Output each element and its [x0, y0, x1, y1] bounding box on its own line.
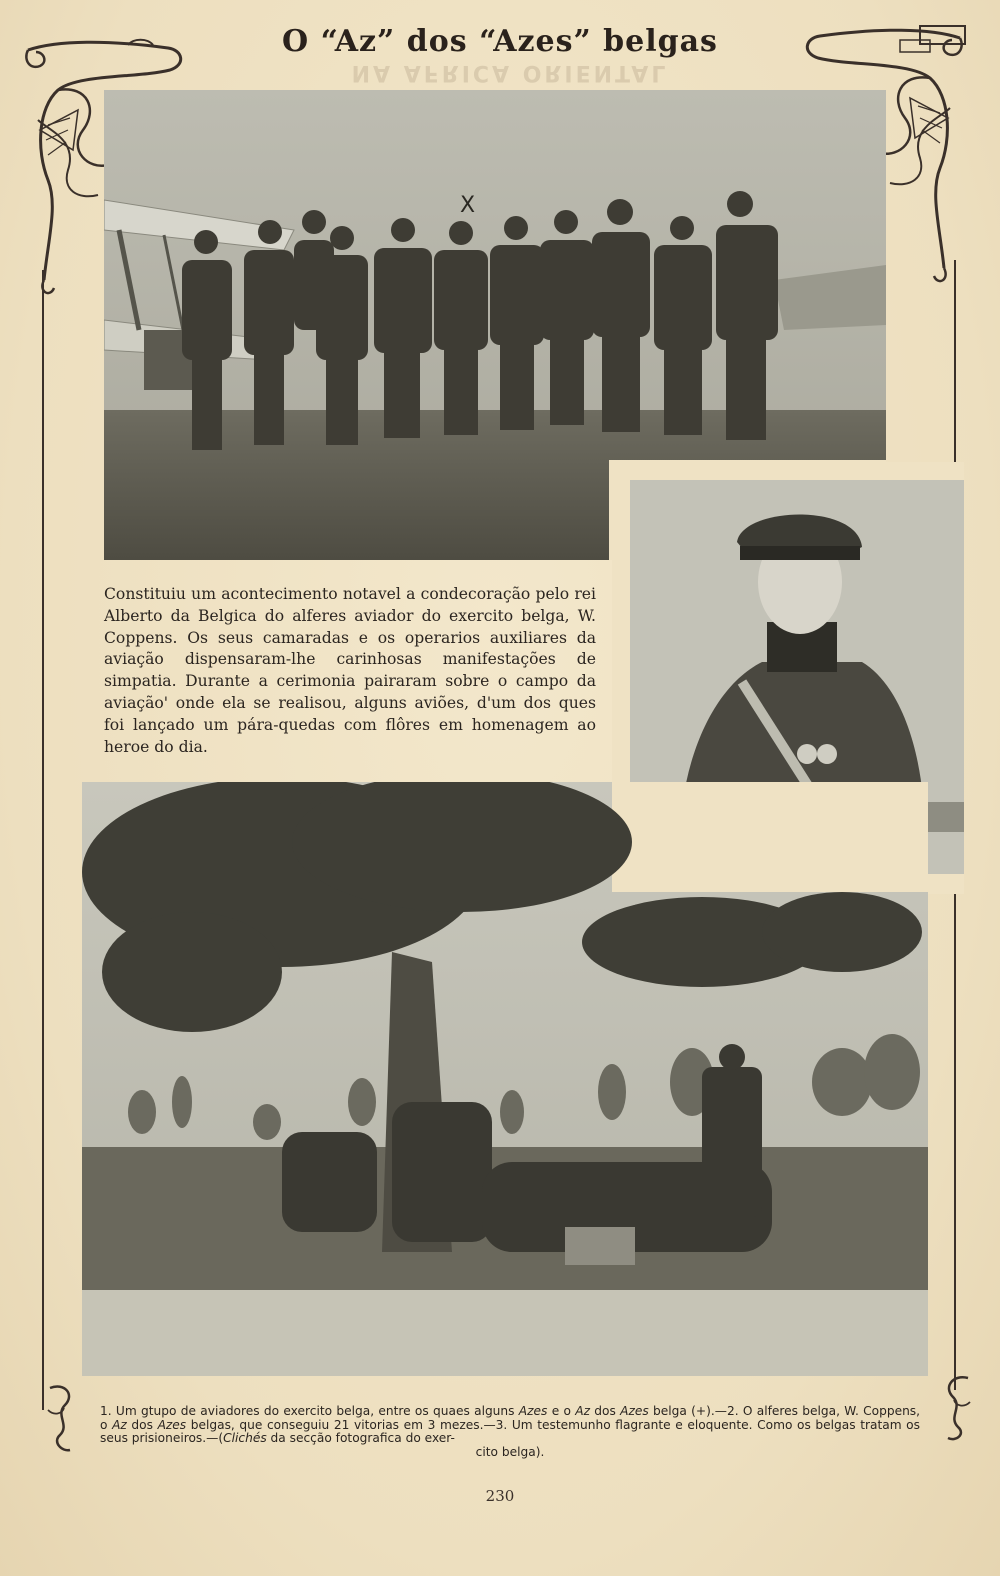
footnote-italic: Azes — [157, 1417, 187, 1432]
cross-mark-text: X — [460, 193, 476, 218]
left-border-line — [42, 270, 44, 1410]
photo-prisoners-under-tree — [82, 782, 928, 1376]
footnote-italic: Azes — [620, 1404, 649, 1418]
footnote-part: 1. Um gtupo de aviadores do exercito belga, entre os quaes alguns — [100, 1404, 519, 1418]
ornament-bottom-left — [40, 1380, 80, 1460]
footnote-part: dos — [126, 1417, 158, 1432]
article-body-text: Constituiu um acontecimento notavel a condecoração pelo rei Alberto da Belgica do alferes aviador do exercito belga, W. Coppens. Os seus camaradas e os operarios auxiliares da aviação dispensaram-lhe carinhosas manifestações de simpatia. Durante a cerimonia pairaram sobre o campo da aviação' onde ela se realisou, alguns aviões, d'um dos ques foi lançado um pára-quedas com flôres em homenagem ao heroe do dia. — [104, 585, 596, 756]
page-title: O “Az” dos “Azes” belgas — [282, 24, 718, 59]
footnote-italic: Az — [112, 1417, 127, 1432]
footnote-last-line: cito belga). — [475, 1444, 545, 1459]
footnote-part: belgas, que conseguiu 21 vitorias em 3 mezes.—3. Um testemunho flagrante e eloquente. Como os belgas tratam os seus prisioneiros.—( — [100, 1417, 920, 1445]
footnote-part: e o — [547, 1404, 576, 1418]
footnote-part: da secção fotografica do exer- — [266, 1431, 455, 1445]
footnote-italic: Az — [575, 1404, 590, 1418]
ornament-bottom-right — [938, 1372, 978, 1444]
footnote-italic: Azes — [518, 1404, 548, 1418]
footnote-part: belga (+).—2. O alferes belga, W. Coppens, o — [100, 1404, 921, 1432]
page-number: 230 — [485, 1487, 515, 1505]
photo-captions-footnote — [100, 1405, 920, 1459]
bleed-through-text: NA AFRICA ORIENTAL — [351, 60, 669, 85]
footnote-italic: Clichés — [223, 1431, 267, 1445]
footnote-part: dos — [590, 1404, 621, 1418]
